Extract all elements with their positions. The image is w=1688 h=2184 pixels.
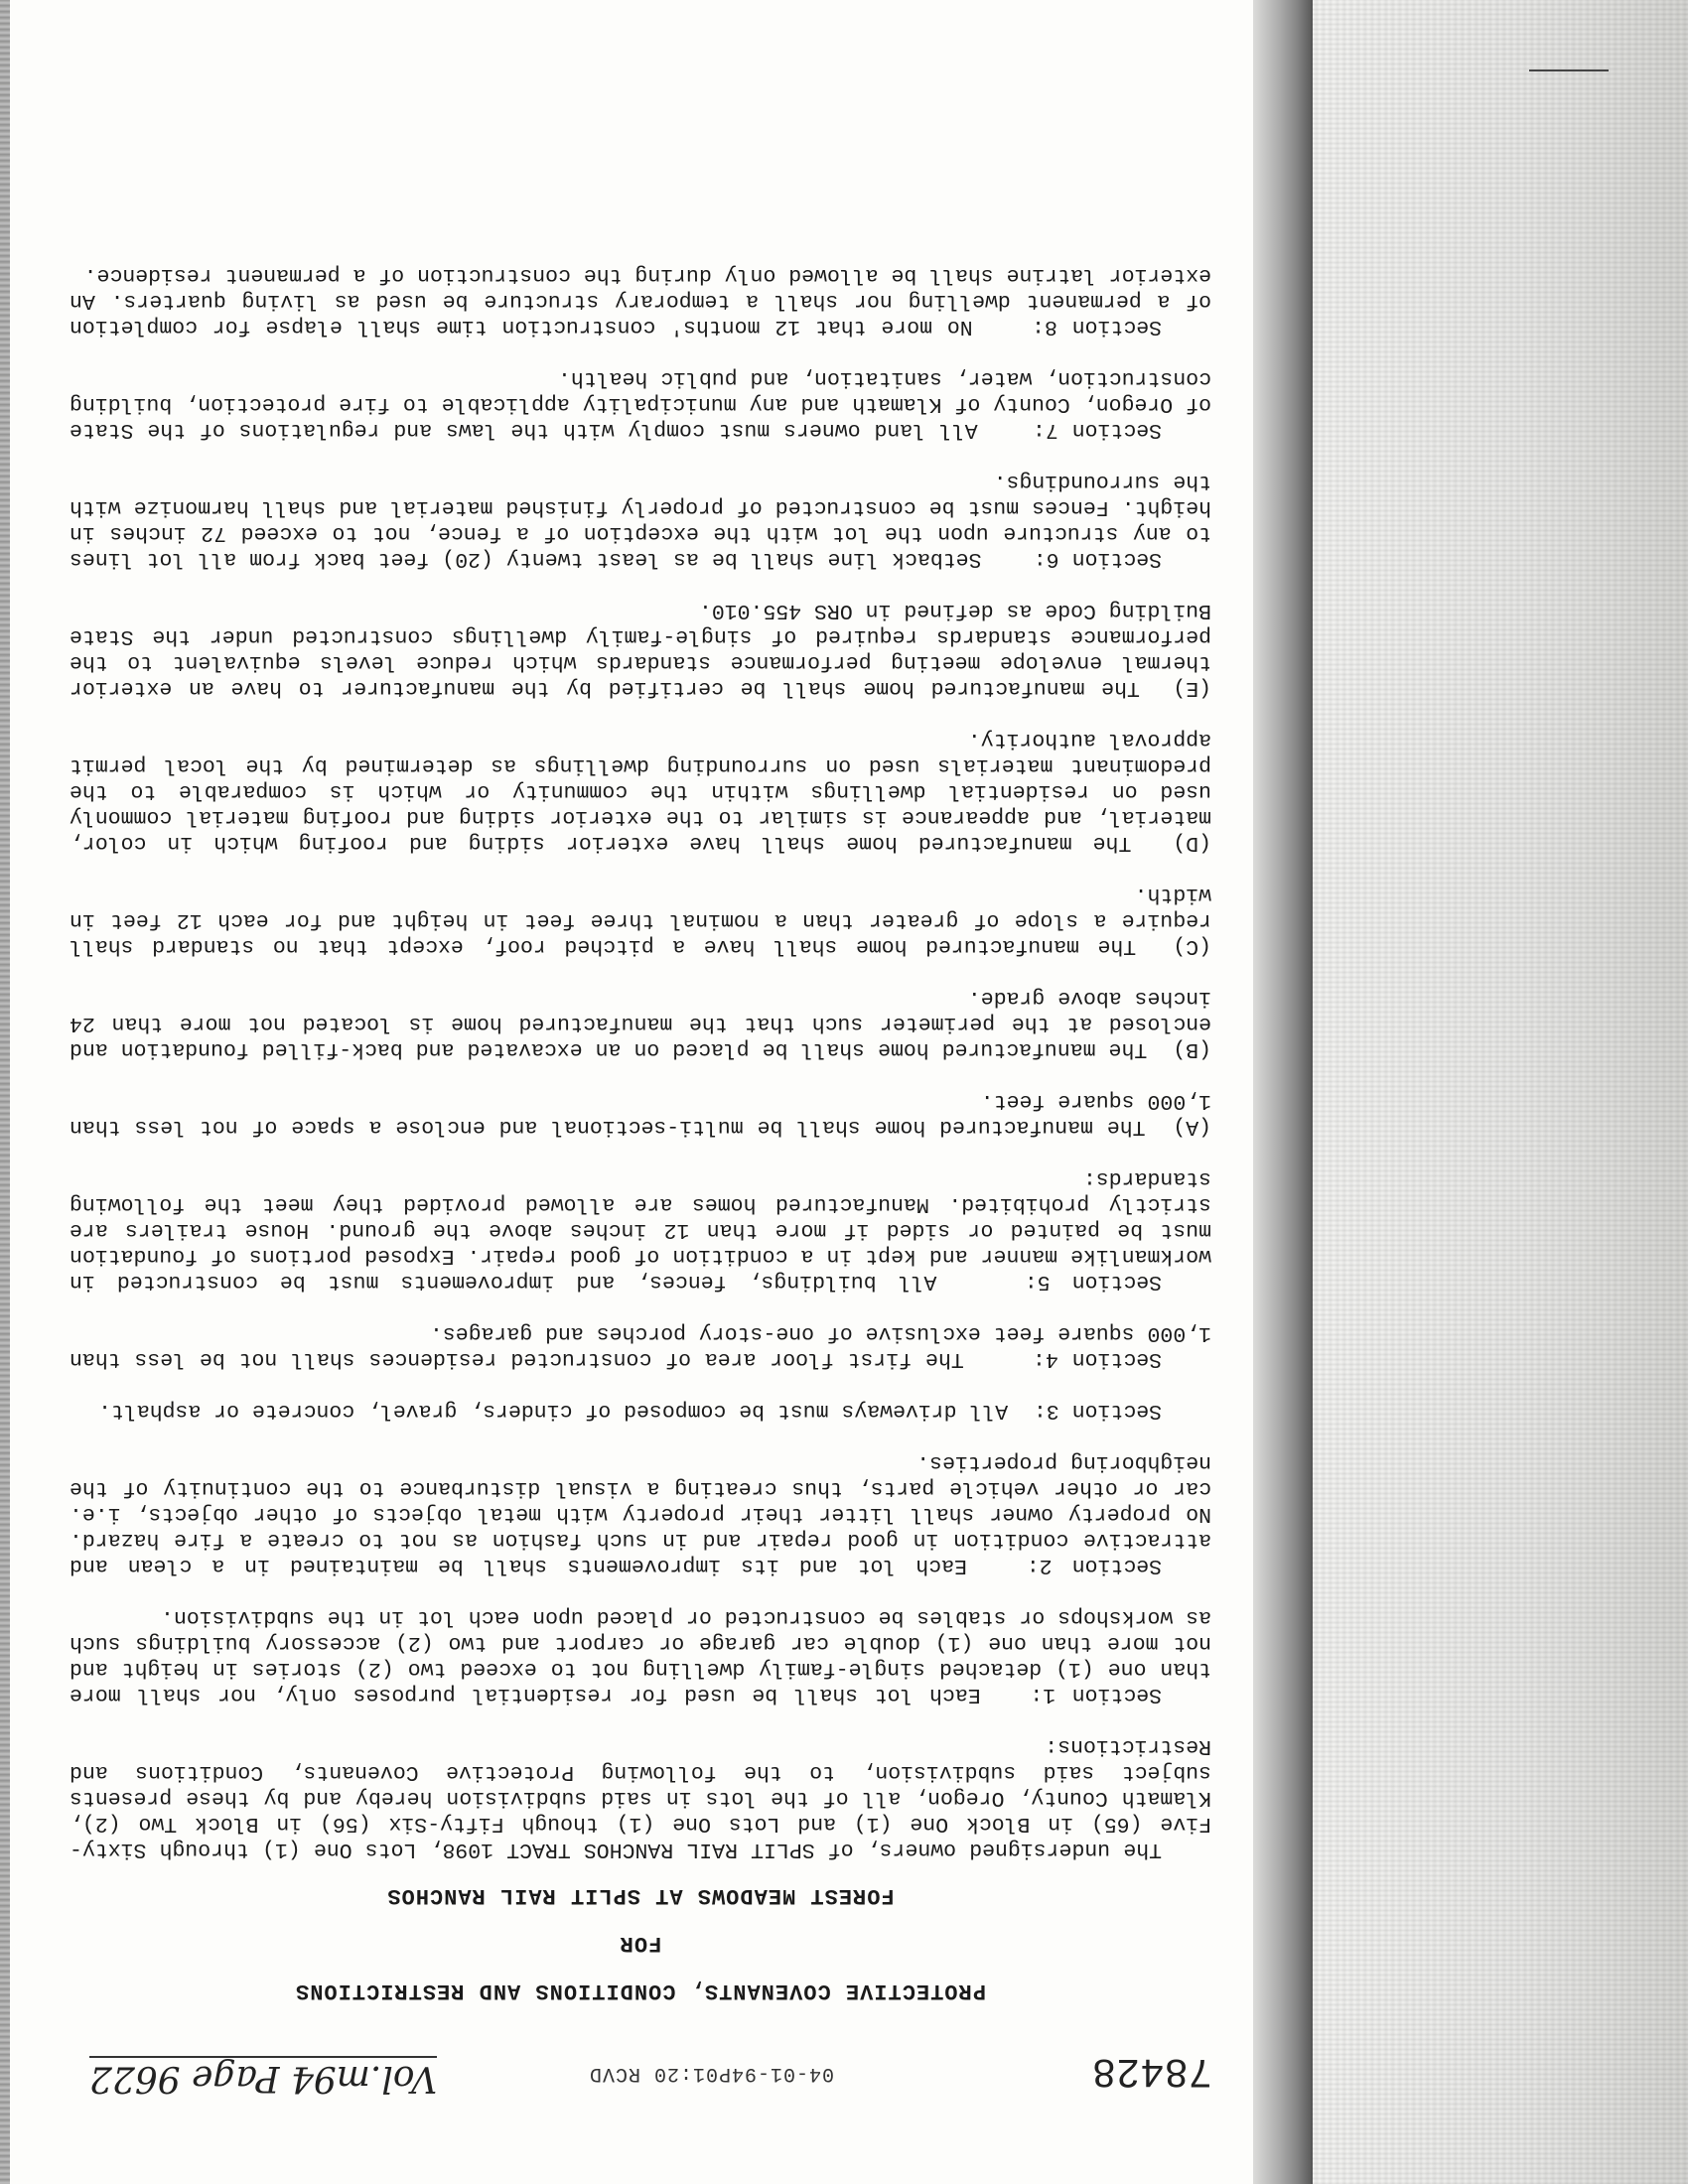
title-line-3: FOREST MEADOWS AT SPLIT RAIL RANCHOS bbox=[386, 1883, 895, 1908]
scanner-edge-shadow bbox=[1253, 0, 1313, 2184]
section-text: The first floor area of constructed residences shall not be less than 1,000 square feet exclusive of one-story porches and garages. bbox=[70, 1321, 1211, 1371]
scanner-right-edge bbox=[0, 0, 10, 2184]
document-header bbox=[70, 2025, 1211, 2099]
document-body bbox=[70, 262, 1211, 1862]
section-label: Section 5: bbox=[1024, 1270, 1162, 1294]
section-label: Section 8: bbox=[1032, 315, 1162, 339]
scanner-noise-band bbox=[1311, 0, 1688, 2184]
section-label: Section 7: bbox=[1033, 418, 1162, 442]
subsection-label: (B) bbox=[1173, 1037, 1211, 1061]
section-text: All buildings, fences, and improvements must be constructed in workmanlike manner and kept in a condition of good repair. Exposed portions of foundation must be painted or sided if more than 12 inches above the ground. House trailers are strictly prohibited. Manufactured homes are allowed provided they meet the following standards: bbox=[70, 1166, 1211, 1294]
document-title bbox=[70, 1880, 1211, 2005]
document-content bbox=[69, 236, 1211, 2099]
section-label: Section 3: bbox=[1033, 1399, 1162, 1423]
section-1 bbox=[70, 1604, 1211, 1707]
section-5 bbox=[70, 1165, 1211, 1295]
subsection-e bbox=[70, 598, 1211, 701]
section-text: Setback line shall be as least twenty (20) feet back from all lot lines to any structure upon the lot with the exception of a fence, not to exceed 72 inches in height. Fences must be constructed of properly finished material and shall harmonize with the surroundings. bbox=[70, 470, 1211, 571]
subsection-a bbox=[70, 1088, 1211, 1140]
volume-page-notation: Vol.m94 Page 9622 bbox=[89, 2058, 438, 2099]
subsection-text: The manufactured home shall have exterior siding and roofing which in color, material, and appearance is similar to the exterior siding and roofing material commonly used on residential dwellings within the community or which is comparable to the predominant materials used on surrounding dwellings as determined by the local permit approval authority. bbox=[70, 728, 1211, 855]
section-text: Each lot shall be used for residential purposes only, nor shall more than one (1) detached single-family dwelling not to exceed two (2) stories in height and not more than one (1) double car garage or carport and two (2) accessory buildings such as workshops or stables be constructed or placed upon each lot in the subdivision. bbox=[70, 1605, 1211, 1706]
subsection-b bbox=[70, 985, 1211, 1062]
section-label: Section 2: bbox=[1026, 1554, 1162, 1577]
section-7 bbox=[70, 365, 1211, 443]
intro-paragraph: The undersigned owners, of SPLIT RAIL RANCHOS TRACT 1098, Lots One (1) through Sixty-Five (65) in Block One (1) and Lots One (1) though Fifty-Six (56) in Block Two (2), Klamath County, Oregon, all of the lots in said subdivision hereby and by these presents subject said subdivision, to the following Protective Covenants, Conditions and Restrictions: bbox=[70, 1734, 1211, 1861]
document-number: 78428 bbox=[1090, 2051, 1211, 2095]
section-3 bbox=[70, 1398, 1211, 1424]
section-4 bbox=[70, 1320, 1211, 1372]
subsection-d bbox=[70, 727, 1211, 856]
subsection-label: (A) bbox=[1173, 1115, 1211, 1139]
section-label: Section 4: bbox=[1033, 1347, 1162, 1371]
section-label: Section 1: bbox=[1030, 1683, 1162, 1706]
title-line-2: FOR bbox=[619, 1931, 662, 1956]
section-text: All land owners must comply with the laws and regulations of the State of Oregon, County of Klamath and any municipality applicable to fire protection, building construction, water, sanitation, and public health. bbox=[70, 366, 1211, 442]
subsection-text: The manufactured home shall have a pitched roof, except that no standard shall require a slope of greater than a nominal three feet in height and for each 12 feet in width. bbox=[70, 883, 1211, 958]
section-text: All driveways must be composed of cinders, gravel, concrete or asphalt. bbox=[98, 1399, 1009, 1423]
subsection-c bbox=[70, 882, 1211, 959]
subsection-label: (D) bbox=[1173, 831, 1211, 855]
section-text: No more that 12 months' construction time shall elapse for completion of a permanent dwelling nor shall a temporary structure be used as living quarters. An exterior latrine shall be allowed only during the construction of a permanent residence. bbox=[70, 263, 1211, 339]
section-6 bbox=[70, 469, 1211, 572]
title-line-1: PROTECTIVE COVENANTS, CONDITIONS AND RESTRICTIONS bbox=[295, 1979, 986, 2003]
section-2 bbox=[70, 1449, 1211, 1578]
subsection-text: The manufactured home shall be multi-sectional and enclose a space of not less than 1,000 square feet. bbox=[69, 1089, 1211, 1139]
received-stamp: 04-01-94P01:20 RCVD bbox=[588, 2062, 834, 2085]
subsection-label: (E) bbox=[1173, 676, 1211, 700]
section-label: Section 6: bbox=[1033, 547, 1162, 571]
section-8 bbox=[70, 262, 1211, 340]
section-text: Each lot and its improvements shall be maintained in a clean and attractive condition in good repair and in such fashion as not to create a fire hazard. No property owner shall litter their property with metal objects of other objects, i.e. car or other vehicle parts, thus creating a visual disturbance to the continuity of the neighboring properties. bbox=[70, 1450, 1211, 1577]
subsection-text: The manufactured home shall be placed on an excavated and back-filled foundation and enclosed at the perimeter such that the manufactured home is located not more than 24 inches above grade. bbox=[70, 986, 1211, 1061]
subsection-text: The manufactured home shall be certified by the manufacturer to have an exterior thermal envelope meeting performance standards which reduce levels equivalent to the performance standards required of single-family dwellings constructed under the State Building Code as defined in ORS 455.010. bbox=[70, 599, 1211, 700]
subsection-label: (C) bbox=[1173, 934, 1211, 958]
page-mark bbox=[1529, 69, 1609, 71]
